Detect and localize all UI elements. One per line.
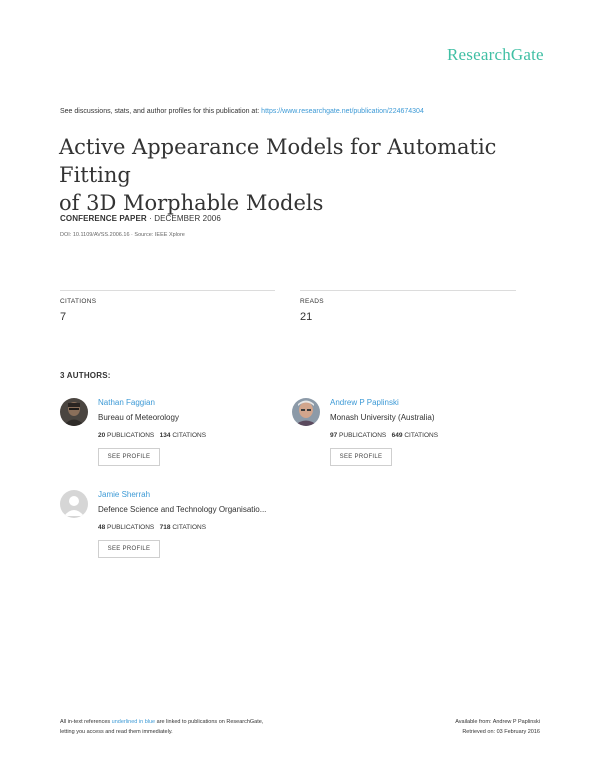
see-profile-button[interactable]: SEE PROFILE (98, 540, 160, 558)
author-citations-label: CITATIONS (404, 432, 439, 439)
footer-note-line1 (60, 717, 263, 727)
author-citations-count: 649 (391, 432, 403, 439)
avatar[interactable] (60, 398, 88, 426)
researchgate-logo[interactable]: ResearchGate (447, 45, 544, 64)
author-stats (98, 432, 206, 439)
footer-underlined-link[interactable]: underlined in blue (111, 719, 156, 725)
author-institution: Monash University (Australia) (330, 413, 435, 422)
author-name-link[interactable]: Jamie Sherrah (98, 490, 151, 499)
author-publications-label: PUBLICATIONS (107, 524, 155, 531)
publication-url-link[interactable]: https://www.researchgate.net/publication/224674304 (261, 108, 424, 115)
author-publications-count: 97 (330, 432, 338, 439)
paper-date: DECEMBER 2006 (154, 214, 221, 223)
citations-value: 7 (60, 311, 67, 323)
author-name-link[interactable]: Andrew P Paplinski (330, 398, 399, 407)
paper-title-line2: of 3D Morphable Models (59, 191, 324, 215)
author-citations-count: 134 (159, 432, 171, 439)
author-card (60, 490, 290, 570)
see-discussions-text: See discussions, stats, and author profiles for this publication at: (60, 108, 262, 115)
author-citations-label: CITATIONS (172, 432, 207, 439)
author-publications-label: PUBLICATIONS (339, 432, 387, 439)
paper-title (59, 133, 559, 217)
footer-note-text: All in-text references (60, 719, 112, 725)
paper-meta (60, 214, 221, 223)
footer-note-text: are linked to publications on ResearchGate, (155, 719, 264, 725)
see-discussions-line (60, 108, 424, 115)
reads-divider (300, 290, 516, 291)
meta-separator: · (146, 214, 155, 223)
author-card (292, 398, 522, 478)
footer-note (60, 717, 263, 737)
footer-availability (455, 717, 540, 737)
author-institution: Defence Science and Technology Organisatio... (98, 505, 267, 514)
citations-divider (60, 290, 275, 291)
author-card (60, 398, 290, 478)
authors-heading: 3 AUTHORS: (60, 371, 111, 380)
avatar[interactable] (60, 490, 88, 518)
author-publications-count: 20 (98, 432, 106, 439)
citations-label: CITATIONS (60, 298, 97, 305)
author-citations-label: CITATIONS (172, 524, 207, 531)
author-name-link[interactable]: Nathan Faggian (98, 398, 155, 407)
paper-title-line1: Active Appearance Models for Automatic Fitting (59, 135, 497, 187)
retrieved-on-text: Retrieved on: 03 February 2016 (462, 729, 540, 735)
author-publications-count: 48 (98, 524, 106, 531)
see-profile-button[interactable]: SEE PROFILE (98, 448, 160, 466)
see-profile-button[interactable]: SEE PROFILE (330, 448, 392, 466)
reads-value: 21 (300, 311, 313, 323)
author-institution: Bureau of Meteorology (98, 413, 179, 422)
footer-note-line2: letting you access and read them immediately. (60, 729, 173, 735)
author-stats (98, 524, 206, 531)
paper-type: CONFERENCE PAPER (60, 214, 147, 223)
author-publications-label: PUBLICATIONS (107, 432, 155, 439)
doi-line: DOI: 10.1109/AVSS.2006.16 · Source: IEEE Xplore (60, 232, 185, 238)
avatar[interactable] (292, 398, 320, 426)
reads-label: READS (300, 298, 324, 305)
author-citations-count: 718 (159, 524, 171, 531)
available-from-text: Available from: Andrew P Paplinski (455, 719, 540, 725)
author-stats (330, 432, 438, 439)
